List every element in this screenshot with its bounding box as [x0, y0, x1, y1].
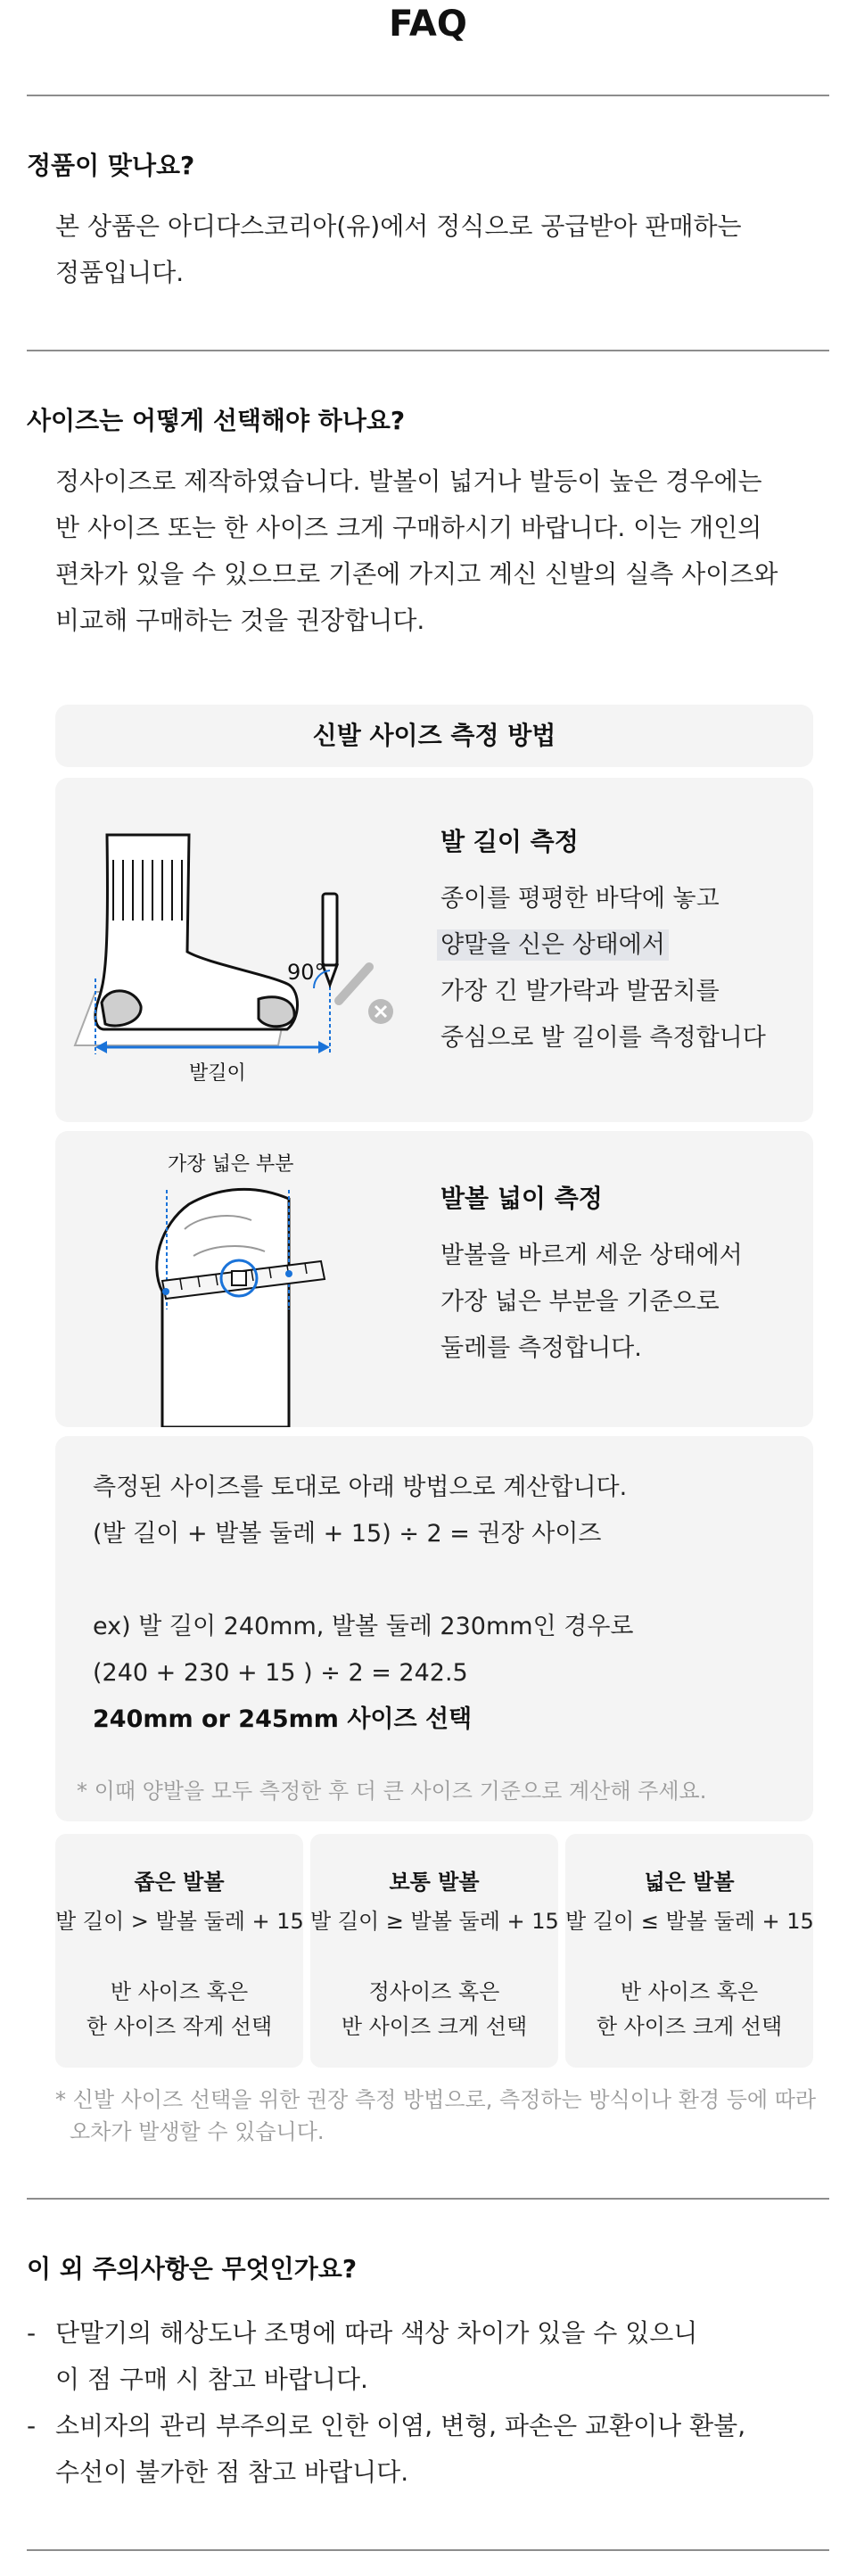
size-guide-title: 신발 사이즈 측정 방법 — [55, 705, 813, 767]
arrow-head-right — [318, 1041, 330, 1053]
foot-width-title: 발볼 넓이 측정 — [440, 1184, 603, 1213]
widest-part-label: 가장 넓은 부분 — [168, 1153, 294, 1176]
step-line-highlight: 양말을 신은 상태에서 — [437, 929, 669, 961]
size-card-formula: 발 길이 ≤ 발볼 둘레 + 15 — [565, 1909, 814, 1934]
size-card-rec: 한 사이즈 작게 선택 — [86, 2014, 273, 2039]
divider — [27, 2549, 829, 2551]
divider — [27, 2198, 829, 2200]
heel-patch — [102, 991, 141, 1026]
faq-question-size: 사이즈는 어떻게 선택해야 하나요? — [27, 406, 406, 435]
foot-width-illustration — [55, 1131, 412, 1427]
foot-length-title: 발 길이 측정 — [440, 827, 579, 856]
size-card-wide — [565, 1834, 813, 2068]
tape-marker — [232, 1271, 246, 1285]
foot-length-panel — [55, 778, 813, 1122]
size-card-formula: 발 길이 ≥ 발볼 둘레 + 15 — [310, 1909, 559, 1934]
guide-footnote — [55, 2084, 816, 2148]
step-line: 발볼을 바르게 세운 상태에서 — [440, 1242, 743, 1269]
faq-answer-size — [55, 458, 822, 644]
calc-example: ex) 발 길이 240mm, 발볼 둘레 230mm인 경우로 — [93, 1613, 634, 1640]
calc-result: 240mm or 245mm 사이즈 선택 — [93, 1705, 473, 1733]
step-line: 종이를 평평한 바닥에 놓고 — [440, 885, 720, 912]
bullet-dash: - — [27, 2411, 37, 2440]
size-card-rec: 반 사이즈 크게 선택 — [341, 2014, 528, 2039]
foot-length-steps — [440, 876, 766, 1061]
foot-width-panel — [55, 1131, 813, 1427]
foot-side-outline — [157, 1189, 289, 1427]
answer-line: 정사이즈로 제작하였습니다. 발볼이 넓거나 발등이 높은 경우에는 — [55, 466, 762, 496]
calc-example-formula: (240 + 230 + 15 ) ÷ 2 = 242.5 — [93, 1659, 468, 1687]
answer-line: 반 사이즈 또는 한 사이즈 크게 구매하시기 바랍니다. 이는 개인의 — [55, 513, 762, 542]
size-card-narrow — [55, 1834, 303, 2068]
page-title: FAQ — [389, 4, 467, 45]
calc-intro: 측정된 사이즈를 토대로 아래 방법으로 계산합니다. — [93, 1474, 628, 1501]
size-card-formula: 발 길이 > 발볼 둘레 + 15 — [55, 1909, 304, 1934]
calc-formula: (발 길이 + 발볼 둘레 + 15) ÷ 2 = 권장 사이즈 — [93, 1520, 602, 1548]
foot-width-steps — [440, 1233, 743, 1372]
answer-line: 비교해 구매하는 것을 권장합니다. — [55, 606, 425, 635]
size-card-title: 좁은 발볼 — [134, 1870, 225, 1895]
footnote-line: 오차가 발생할 수 있습니다. — [70, 2119, 325, 2144]
angle-label: 90° — [287, 960, 325, 985]
step-line: 둘레를 측정합니다. — [440, 1334, 642, 1362]
bullet-line: 수선이 불가한 점 참고 바랍니다. — [55, 2457, 409, 2487]
bullet-line: 이 점 구매 시 참고 바랍니다. — [55, 2365, 368, 2394]
bullet-line: 단말기의 해상도나 조명에 따라 색상 차이가 있을 수 있으니 — [55, 2318, 698, 2348]
bullet-dash: - — [27, 2318, 37, 2348]
pen — [323, 894, 337, 965]
divider — [27, 95, 829, 96]
width-point-left — [162, 1288, 169, 1295]
wrong-pen-icon — [339, 967, 393, 1024]
divider — [27, 350, 829, 351]
answer-line: 본 상품은 아디다스코리아(유)에서 정식으로 공급받아 판매하는 — [55, 211, 742, 241]
answer-line: 편차가 있을 수 있으므로 기존에 가지고 계신 신발의 실측 사이즈와 — [55, 559, 778, 589]
footnote-line: * 신발 사이즈 선택을 위한 권장 측정 방법으로, 측정하는 방식이나 환경 등에 따라 — [55, 2087, 817, 2112]
size-card-rec: 정사이즈 혹은 — [368, 1979, 500, 2004]
size-card-title: 보통 발볼 — [389, 1870, 480, 1895]
faq-question-notes: 이 외 주의사항은 무엇인가요? — [27, 2254, 358, 2283]
size-card-title: 넓은 발볼 — [644, 1870, 735, 1895]
step-line: 가장 넓은 부분을 기준으로 — [440, 1288, 720, 1316]
step-line: 가장 긴 발가락과 발꿈치를 — [440, 978, 720, 1005]
bullet-line: 소비자의 관리 부주의로 인한 이염, 변형, 파손은 교환이나 환불, — [55, 2411, 746, 2440]
toe-patch — [259, 997, 294, 1027]
answer-line: 정품입니다. — [55, 258, 185, 287]
length-label: 발길이 — [189, 1062, 246, 1085]
calc-note: * 이때 양발을 모두 측정한 후 더 큰 사이즈 기준으로 계산해 주세요. — [77, 1779, 707, 1804]
size-calculation-panel — [55, 1436, 813, 1821]
size-card-rec: 반 사이즈 혹은 — [620, 1979, 759, 2004]
faq-answer-authentic — [55, 203, 822, 296]
width-point-right — [285, 1270, 292, 1277]
faq-question-authentic: 정품이 맞나요? — [27, 151, 195, 180]
size-card-rec: 한 사이즈 크게 선택 — [596, 2014, 783, 2039]
size-card-rec: 반 사이즈 혹은 — [110, 1979, 249, 2004]
step-line: 중심으로 발 길이를 측정합니다 — [440, 1024, 766, 1052]
size-card-normal — [310, 1834, 558, 2068]
